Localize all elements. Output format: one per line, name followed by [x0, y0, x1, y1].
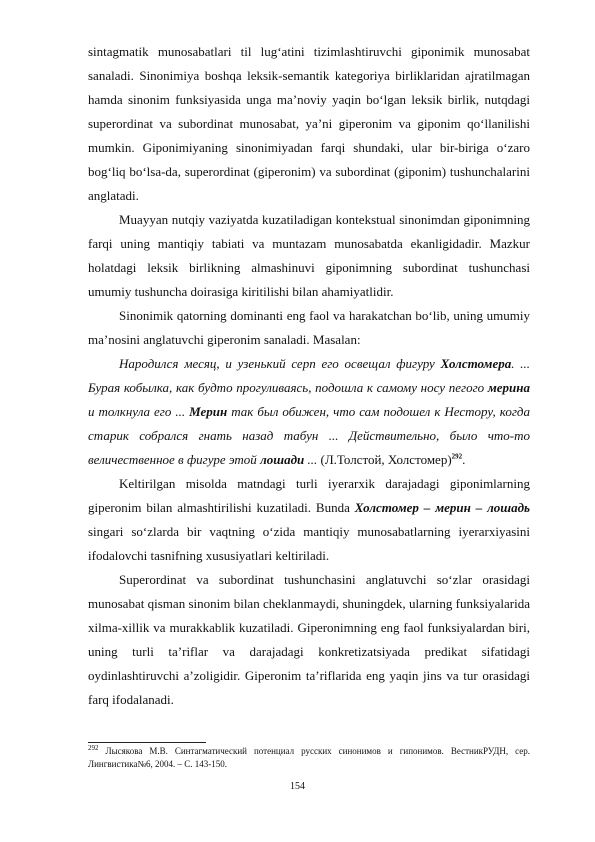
hierarchy-example: Холстомер – мерин – лошадь [354, 500, 530, 515]
paragraph-3: Sinonimik qatorning dominanti eng faol va harakatchan bo‘lib, uning umumiy ma’nosini anglatuvchi giperonim sanaladi. Masalan: [88, 308, 530, 347]
paragraph-5 [88, 472, 530, 568]
footnote [88, 745, 530, 771]
footnote-number: 292 [88, 744, 99, 752]
paragraph-6: Superordinat va subordinat tushunchasini anglatuvchi so‘zlar orasidagi munosabat qisman sinonim bilan cheklanmaydi, shuningdek, ularning funksiyalarida xilma-xillik va murakkablik kuzatiladi. Giperonimning eng faol funksiyalardan biri, uning turli ta’riflar va darajadagi konkretizatsiyada predikat sifatidagi oydinlashtiruvchi a’zoligidir. Giperonim ta’riflarida eng yaqin jins va tur orasidagi farq ifodalanadi. [88, 572, 530, 707]
paragraph-5-text: Keltirilgan misolda matndagi turli iyerarxik darajadagi giponimlarning giperonim bilan almashtirilishi kuzatiladi. Bunda [88, 476, 530, 515]
quote-emphasis: Мерин [189, 404, 228, 419]
page-body [88, 40, 530, 712]
quote-text: и толкнула его ... [88, 404, 190, 419]
quote-paragraph [88, 352, 530, 472]
quote-text: . ... Бурая кобылка, как будто прогуливаясь, подошла к самому носу пегого [88, 356, 530, 395]
quote-emphasis: мерина [487, 380, 530, 395]
quote-text: ... [304, 452, 318, 467]
quote-source: (Л.Толстой, Холстомер) [317, 452, 452, 467]
quote-end: . [462, 452, 466, 467]
paragraph-2: Muayyan nutqiy vaziyatda kuzatiladigan kontekstual sinonimdan giponimning farqi uning mantiqiy tabiati va muntazam munosabatda ekanligidadir. Mazkur holatdagi leksik birlikning almashinuvi giponimning subordinat tushunchasi umumiy tushuncha doirasiga kiritilishi bilan ahamiyatlidir. [88, 212, 530, 299]
quote-emphasis: Холстомера [440, 356, 512, 371]
paragraph-1: sintagmatik munosabatlari til lug‘atini tizimlashtiruvchi giponimik munosabat sanaladi. Sinonimiya boshqa leksik-semantik kategoriya birliklaridan ajratilmagan hamda sinonim funksiyasida unga ma’noviy yaqin bo‘lgan leksik birlik, nutqdagi superordinat va subordinat munosabat, ya’ni giperonim va giponim qo‘llanilishi mumkin. Giponimiyaning sinonimiyadan farqi shundaki, ular bir-biriga o‘zaro bog‘liq bo‘lsa-da, superordinat (giperonim) va subordinat (giponim) tushunchalarini anglatadi. [88, 44, 530, 203]
paragraph-5-text: singari so‘zlarda bir vaqtning o‘zida mantiqiy munosabatlarning iyerarxiyasini ifodalovchi tasnifning xususiyatlari keltiriladi. [88, 524, 530, 563]
footnote-ref[interactable]: 292 [451, 452, 463, 461]
footnote-divider [88, 742, 206, 743]
quote-text: так был обижен, что сам подошел к Нестору, когда старик собрался гнать назад табун ... Действительно, было что-то величественное в фигуре этой [88, 404, 530, 467]
quote-emphasis: лошади [260, 452, 305, 467]
quote-text: Народился месяц, и узенький серп его освещал фигуру [119, 356, 441, 371]
footnote-text: Лысякова М.В. Синтагматический потенциал русских синонимов и гипонимов. ВестникРУДН, сер. Лингвистика№6, 2004. – С. 143-150. [88, 746, 530, 769]
page-number: 154 [290, 781, 305, 792]
